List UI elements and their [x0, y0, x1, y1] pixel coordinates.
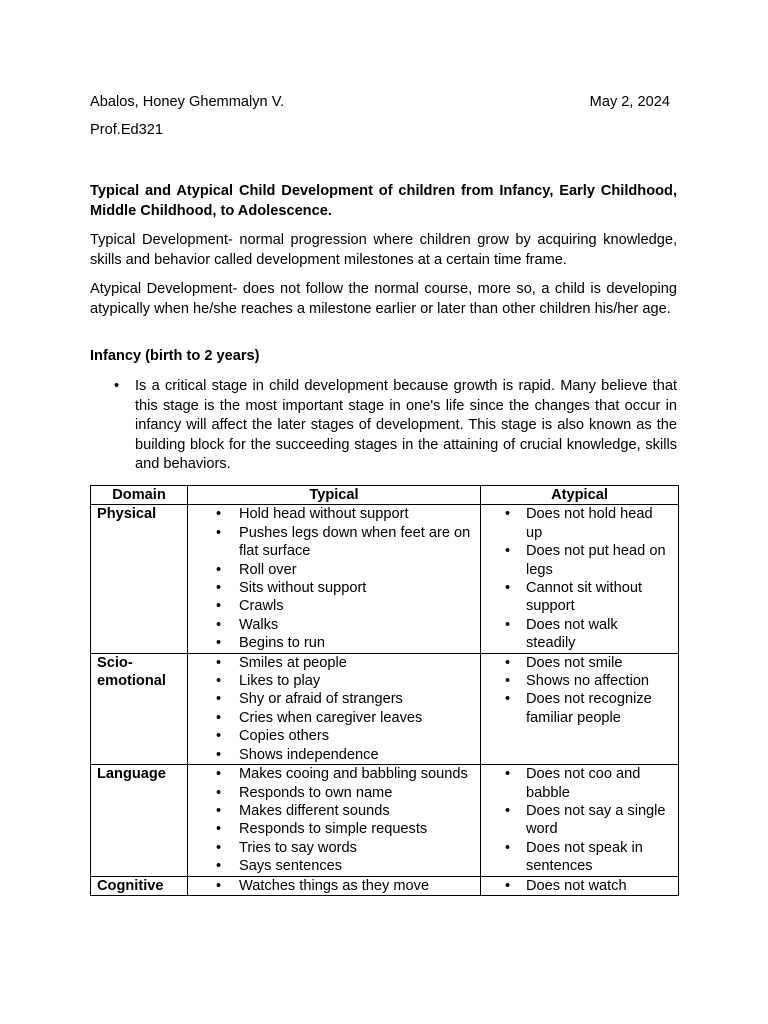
list-item: • Watches things as they move: [188, 877, 480, 895]
list-item: • Cannot sit without support: [481, 579, 678, 616]
list-item: • Crawls: [188, 597, 480, 615]
atypical-cell: [481, 765, 679, 876]
atypical-list: [481, 505, 678, 652]
list-item: • Shows independence: [188, 746, 480, 764]
course-code: Prof.Ed321: [90, 122, 164, 138]
infancy-bullet-text: Is a critical stage in child development because growth is rapid. Many believe that this stage is the most important stage in one's life since the changes that occur in infancy will affect the later stages of development. This stage is also known as the building block for the succeeding stages in the attaining of crucial knowledge, skills and behaviors.: [135, 378, 677, 472]
document-title: Typical and Atypical Child Development of children from Infancy, Early Childhood, Middle Childhood, to Adolescence.: [90, 183, 677, 219]
typical-definition: Typical Development- normal progression where children grow by acquiring knowledge, skills and behavior called development milestones at a certain time frame.: [90, 232, 677, 268]
author-name: Abalos, Honey Ghemmalyn V.: [90, 94, 285, 110]
typical-list: [188, 654, 480, 764]
list-item: • Does not put head on legs: [481, 542, 678, 579]
atypical-list: [481, 654, 678, 728]
table-row: [91, 505, 679, 653]
header-row: [90, 94, 677, 114]
domain-cell: Cognitive: [91, 876, 188, 895]
list-item: • Makes different sounds: [188, 802, 480, 820]
list-item: • Responds to simple requests: [188, 820, 480, 838]
infancy-heading: Infancy (birth to 2 years): [90, 348, 260, 364]
typical-list: [188, 765, 480, 875]
table-row: [91, 653, 679, 764]
list-item: • Roll over: [188, 561, 480, 579]
list-item: • Does not hold head up: [481, 505, 678, 542]
list-item: • Does not speak in sentences: [481, 839, 678, 876]
typical-cell: [188, 765, 481, 876]
list-item: • Does not coo and babble: [481, 765, 678, 802]
list-item: • Hold head without support: [188, 505, 480, 523]
typical-cell: [188, 653, 481, 764]
list-item: • Pushes legs down when feet are on flat surface: [188, 524, 480, 561]
table-row: [91, 876, 679, 895]
domain-cell: Language: [91, 765, 188, 876]
atypical-definition: Atypical Development- does not follow the normal course, more so, a child is developing atypically when he/she reaches a milestone earlier or later than other children his/her age.: [90, 281, 677, 317]
header-atypical: Atypical: [481, 486, 679, 505]
header-domain: Domain: [91, 486, 188, 505]
list-item: • Tries to say words: [188, 839, 480, 857]
typical-cell: [188, 876, 481, 895]
typical-cell: [188, 505, 481, 653]
list-item: • Says sentences: [188, 857, 480, 875]
table-header-row: [91, 486, 679, 505]
bullet-dot: •: [114, 378, 120, 394]
atypical-list: [481, 877, 678, 895]
list-item: • Sits without support: [188, 579, 480, 597]
list-item: • Does not walk steadily: [481, 616, 678, 653]
list-item: • Likes to play: [188, 672, 480, 690]
list-item: • Copies others: [188, 727, 480, 745]
table-row: [91, 765, 679, 876]
development-table: [90, 485, 679, 896]
list-item: • Does not recognize familiar people: [481, 690, 678, 727]
atypical-cell: [481, 876, 679, 895]
list-item: • Smiles at people: [188, 654, 480, 672]
list-item: • Shy or afraid of strangers: [188, 690, 480, 708]
atypical-list: [481, 765, 678, 875]
list-item: • Shows no affection: [481, 672, 678, 690]
header-typical: Typical: [188, 486, 481, 505]
domain-cell: Physical: [91, 505, 188, 653]
list-item: • Cries when caregiver leaves: [188, 709, 480, 727]
list-item: • Makes cooing and babbling sounds: [188, 765, 480, 783]
list-item: • Does not smile: [481, 654, 678, 672]
domain-cell: Scio-emotional: [91, 653, 188, 764]
list-item: • Does not watch: [481, 877, 678, 895]
atypical-cell: [481, 505, 679, 653]
atypical-cell: [481, 653, 679, 764]
typical-list: [188, 505, 480, 652]
list-item: • Begins to run: [188, 634, 480, 652]
list-item: • Walks: [188, 616, 480, 634]
document-date: May 2, 2024: [589, 94, 670, 110]
typical-list: [188, 877, 480, 895]
list-item: • Responds to own name: [188, 784, 480, 802]
list-item: • Does not say a single word: [481, 802, 678, 839]
